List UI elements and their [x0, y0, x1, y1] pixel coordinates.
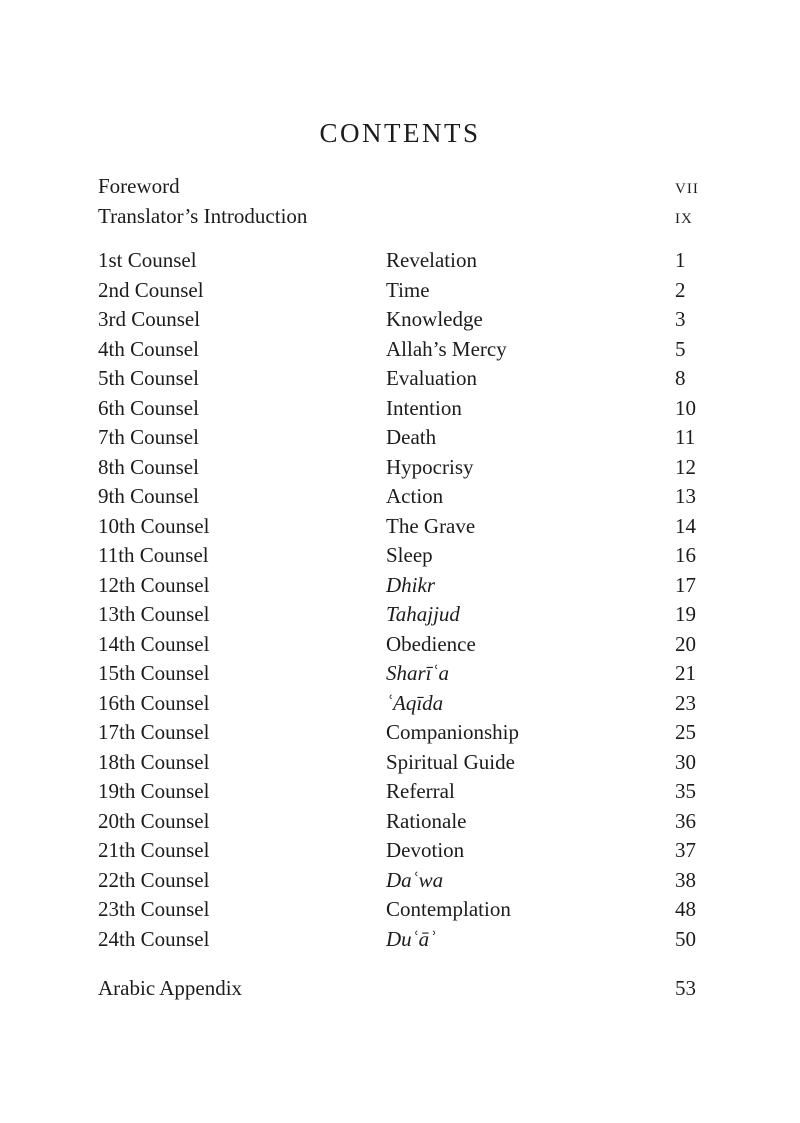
toc-page-number: 17: [675, 572, 696, 597]
toc-counsel-title: Action: [386, 484, 444, 508]
toc-row-counsel[interactable]: [0, 658, 800, 688]
toc-counsel-label: 3rd Counsel: [98, 307, 201, 331]
toc-row-counsel[interactable]: [0, 688, 800, 718]
page-title: CONTENTS: [319, 118, 481, 148]
toc-counsel-label: 16th Counsel: [98, 690, 210, 715]
toc-row-counsel[interactable]: [0, 747, 800, 777]
toc-page-number: 8: [675, 366, 686, 390]
toc-row-counsel[interactable]: [0, 245, 800, 275]
toc-counsel-title: Sharīʿa: [386, 661, 449, 685]
toc-page-number: 36: [675, 808, 696, 833]
toc-page-number: 1: [675, 248, 686, 272]
toc-counsel-title: Intention: [386, 395, 462, 420]
toc-page-number: 3: [675, 307, 686, 331]
toc-page-number: 23: [675, 690, 696, 715]
toc-page-number: 53: [675, 976, 696, 1000]
toc-counsel-label: 15th Counsel: [98, 661, 210, 685]
toc-counsel-label: 4th Counsel: [98, 336, 199, 361]
toc-counsel-label: 17th Counsel: [98, 720, 210, 744]
toc-row-counsel[interactable]: [0, 334, 800, 364]
toc-counsel-label: 23th Counsel: [98, 897, 210, 921]
toc-page-number: 37: [675, 838, 696, 862]
toc-row-counsel[interactable]: [0, 275, 800, 305]
toc-page-number: 11: [675, 425, 696, 449]
toc-counsel-title: Sleep: [386, 543, 433, 567]
toc-row-counsel[interactable]: [0, 481, 800, 511]
toc-row-counsel[interactable]: [0, 511, 800, 541]
toc-row-foreword[interactable]: [0, 171, 800, 201]
toc-row-counsel[interactable]: [0, 865, 800, 895]
toc-page-number: 30: [675, 749, 696, 774]
toc-counsel-title: Knowledge: [386, 307, 483, 331]
toc-row-counsel[interactable]: [0, 717, 800, 747]
toc-counsel-title: Contemplation: [386, 897, 511, 921]
toc-counsel-title: Dhikr: [386, 572, 435, 597]
toc-counsel-label: 12th Counsel: [98, 572, 210, 597]
toc-page-number: 13: [675, 484, 696, 508]
toc-row-counsel[interactable]: [0, 570, 800, 600]
toc-counsel-title: Spiritual Guide: [386, 749, 515, 774]
toc-row-counsel[interactable]: [0, 599, 800, 629]
toc-entry-label: Foreword: [98, 174, 180, 198]
toc-row-counsel[interactable]: [0, 806, 800, 836]
toc-row-counsel[interactable]: [0, 894, 800, 924]
toc-row-counsel[interactable]: [0, 776, 800, 806]
toc-page-number: 12: [675, 454, 696, 479]
toc-counsel-label: 18th Counsel: [98, 749, 210, 774]
toc-row-counsel[interactable]: [0, 422, 800, 452]
toc-counsel-label: 7th Counsel: [98, 425, 199, 449]
toc-counsel-title: Allah’s Mercy: [386, 336, 507, 361]
toc-page-number: 2: [675, 277, 686, 302]
toc-counsel-label: 13th Counsel: [98, 602, 210, 626]
toc-counsel-title: Evaluation: [386, 366, 477, 390]
toc-page-number: vii: [675, 174, 699, 198]
toc-counsel-title: Devotion: [386, 838, 465, 862]
toc-counsel-title: The Grave: [386, 513, 476, 538]
toc-counsel-title: Tahajjud: [386, 602, 460, 626]
toc-page-number: 16: [675, 543, 696, 567]
toc-row-counsel[interactable]: [0, 629, 800, 659]
toc-page-number: 19: [675, 602, 696, 626]
toc-counsel-label: 14th Counsel: [98, 631, 210, 656]
toc-page-number: 21: [675, 661, 696, 685]
toc-counsel-label: 2nd Counsel: [98, 277, 204, 302]
toc-page-number: 5: [675, 336, 686, 361]
toc-counsel-label: 21th Counsel: [98, 838, 210, 862]
toc-counsel-label: 1st Counsel: [98, 248, 197, 272]
toc-counsel-label: 9th Counsel: [98, 484, 199, 508]
toc-entry-label: Arabic Appendix: [98, 976, 243, 1000]
toc-counsel-title: Companionship: [386, 720, 520, 744]
toc-counsel-title: Duʿāʾ: [386, 926, 437, 951]
toc-page-number: 20: [675, 631, 696, 656]
toc-row-translators-introduction[interactable]: [0, 201, 800, 231]
toc-counsel-title: Obedience: [386, 631, 476, 656]
toc-entry-label: Translator’s Introduction: [98, 204, 308, 228]
toc-counsel-title: Time: [386, 277, 430, 302]
toc-row-counsel[interactable]: [0, 452, 800, 482]
toc-row-counsel[interactable]: [0, 924, 800, 954]
toc-page-number: 35: [675, 779, 696, 803]
toc-row-counsel[interactable]: [0, 363, 800, 393]
toc-counsel-title: ʿAqīda: [386, 690, 444, 715]
toc-counsel-label: 19th Counsel: [98, 779, 210, 803]
toc-row-counsel[interactable]: [0, 835, 800, 865]
toc-page-number: 10: [675, 395, 696, 420]
toc-counsel-label: 6th Counsel: [98, 395, 199, 420]
toc-page-number: 38: [675, 867, 696, 892]
toc-counsel-label: 22th Counsel: [98, 867, 210, 892]
toc-counsel-title: Revelation: [386, 248, 477, 272]
toc-row-counsel[interactable]: [0, 393, 800, 423]
toc-page-number: 48: [675, 897, 696, 921]
toc-counsel-title: Daʿwa: [386, 867, 444, 892]
toc-page-number: ix: [675, 204, 693, 228]
toc-counsel-label: 8th Counsel: [98, 454, 199, 479]
toc-counsel-label: 11th Counsel: [98, 543, 209, 567]
toc-page-number: 50: [675, 926, 696, 951]
toc-counsel-label: 20th Counsel: [98, 808, 210, 833]
toc-page-number: 14: [675, 513, 696, 538]
toc-counsel-title: Hypocrisy: [386, 454, 474, 479]
toc-page-number: 25: [675, 720, 696, 744]
toc-counsel-title: Death: [386, 425, 437, 449]
toc-counsel-title: Referral: [386, 779, 455, 803]
toc-row-arabic-appendix[interactable]: [0, 973, 800, 1003]
toc-row-counsel[interactable]: [0, 540, 800, 570]
toc-counsel-label: 24th Counsel: [98, 926, 210, 951]
toc-counsel-label: 10th Counsel: [98, 513, 210, 538]
toc-row-counsel[interactable]: [0, 304, 800, 334]
toc-counsel-title: Rationale: [386, 808, 467, 833]
toc-counsel-label: 5th Counsel: [98, 366, 199, 390]
